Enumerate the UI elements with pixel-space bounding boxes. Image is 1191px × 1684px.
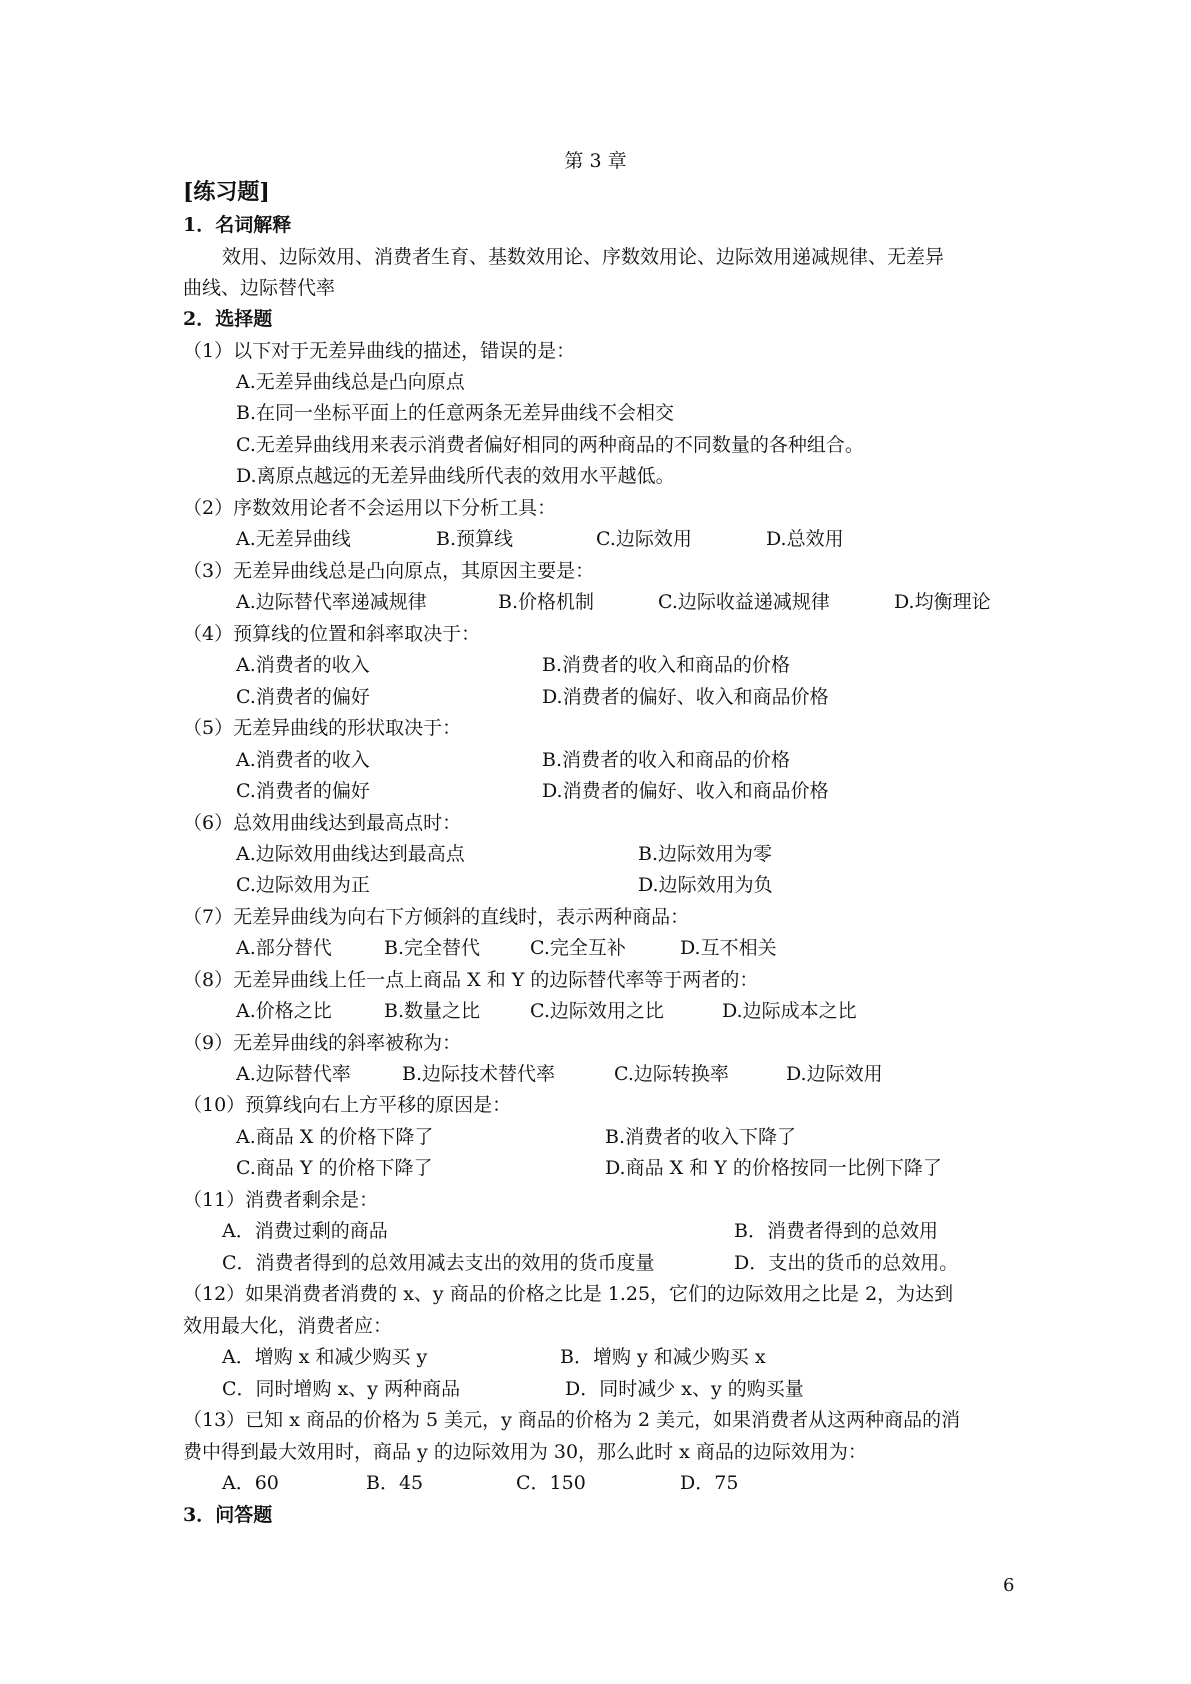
q6-option-b: B.边际效用为零 [638,843,773,865]
q6-option-c: C.边际效用为正 [236,874,370,896]
part3-heading: 3．问答题 [183,1504,273,1526]
q13-option-a: A．60 [222,1472,279,1494]
q5-option-a: A.消费者的收入 [236,749,370,771]
q4-stem: （4）预算线的位置和斜率取决于： [183,623,481,645]
q2-stem: （2）序数效用论者不会运用以下分析工具： [183,497,557,519]
q8-option-c: C.边际效用之比 [530,1000,664,1022]
chapter-title: 第 3 章 [564,150,627,172]
q13-option-b: B．45 [366,1472,424,1494]
q13-stem-line1: （13）已知 x 商品的价格为 5 美元，y 商品的价格为 2 美元，如果消费者从这两种商品的消 [183,1409,961,1431]
q5-option-b: B.消费者的收入和商品的价格 [542,749,791,771]
q11-option-c: C．消费者得到的总效用减去支出的效用的货币度量 [222,1252,655,1274]
part1-heading: 1．名词解释 [183,214,292,236]
q12-stem-line2: 效用最大化，消费者应： [183,1315,393,1337]
q10-stem: （10）预算线向右上方平移的原因是： [183,1094,512,1116]
q6-option-d: D.边际效用为负 [638,874,773,896]
q13-option-d: D．75 [680,1472,739,1494]
q3-option-d: D.均衡理论 [894,591,991,613]
q8-option-a: A.价格之比 [236,1000,332,1022]
q7-option-d: D.互不相关 [680,937,777,959]
q9-option-b: B.边际技术替代率 [402,1063,556,1085]
page-number: 6 [1003,1575,1015,1596]
q7-option-a: A.部分替代 [236,937,332,959]
q3-option-a: A.边际替代率递减规律 [236,591,427,613]
section-title: [练习题] [183,179,270,205]
q1-option-a: A.无差异曲线总是凸向原点 [236,371,465,393]
q8-option-b: B.数量之比 [384,1000,481,1022]
q10-option-c: C.商品 Y 的价格下降了 [236,1157,433,1179]
q8-option-d: D.边际成本之比 [722,1000,857,1022]
part1-text-line2: 曲线、边际替代率 [183,277,336,299]
q10-option-d: D.商品 X 和 Y 的价格按同一比例下降了 [605,1157,942,1179]
q9-option-c: C.边际转换率 [614,1063,729,1085]
q9-stem: （9）无差异曲线的斜率被称为： [183,1032,462,1054]
q1-option-c: C.无差异曲线用来表示消费者偏好相同的两种商品的不同数量的各种组合。 [236,434,864,456]
q12-option-a: A．增购 x 和减少购买 y [222,1346,428,1368]
q9-option-a: A.边际替代率 [236,1063,351,1085]
q10-option-a: A.商品 X 的价格下降了 [236,1126,434,1148]
q12-stem-line1: （12）如果消费者消费的 x、y 商品的价格之比是 1.25，它们的边际效用之比是 2，为达到 [183,1283,954,1305]
q4-option-b: B.消费者的收入和商品的价格 [542,654,791,676]
part1-text-line1: 效用、边际效用、消费者生育、基数效用论、序数效用论、边际效用递减规律、无差异 [222,246,945,268]
q5-option-c: C.消费者的偏好 [236,780,370,802]
q13-stem-line2: 费中得到最大效用时，商品 y 的边际效用为 30，那么此时 x 商品的边际效用为： [183,1441,867,1463]
q3-option-b: B.价格机制 [498,591,595,613]
q5-stem: （5）无差异曲线的形状取决于： [183,717,462,739]
q9-option-d: D.边际效用 [786,1063,883,1085]
q7-option-b: B.完全替代 [384,937,481,959]
q5-option-d: D.消费者的偏好、收入和商品价格 [542,780,829,802]
q1-option-d: D.离原点越远的无差异曲线所代表的效用水平越低。 [236,465,675,487]
q11-option-d: D．支出的货币的总效用。 [734,1252,959,1274]
q2-option-a: A.无差异曲线 [236,528,351,550]
q3-option-c: C.边际收益递减规律 [658,591,830,613]
q2-option-b: B.预算线 [436,528,514,550]
q4-option-c: C.消费者的偏好 [236,686,370,708]
q12-option-c: C．同时增购 x、y 两种商品 [222,1378,461,1400]
q13-option-c: C．150 [516,1472,586,1494]
q11-option-a: A．消费过剩的商品 [222,1220,388,1242]
q12-option-d: D．同时减少 x、y 的购买量 [565,1378,804,1400]
q1-stem: （1）以下对于无差异曲线的描述，错误的是： [183,340,576,362]
q6-stem: （6）总效用曲线达到最高点时： [183,812,462,834]
q7-option-c: C.完全互补 [530,937,626,959]
q7-stem: （7）无差异曲线为向右下方倾斜的直线时，表示两种商品： [183,906,690,928]
q12-option-b: B．增购 y 和减少购买 x [560,1346,766,1368]
q11-stem: （11）消费者剩余是： [183,1189,379,1211]
q4-option-a: A.消费者的收入 [236,654,370,676]
q2-option-c: C.边际效用 [596,528,692,550]
q3-stem: （3）无差异曲线总是凸向原点，其原因主要是： [183,560,595,582]
q4-option-d: D.消费者的偏好、收入和商品价格 [542,686,829,708]
q6-option-a: A.边际效用曲线达到最高点 [236,843,465,865]
q2-option-d: D.总效用 [766,528,844,550]
part2-heading: 2．选择题 [183,308,273,330]
q10-option-b: B.消费者的收入下降了 [605,1126,797,1148]
q1-option-b: B.在同一坐标平面上的任意两条无差异曲线不会相交 [236,402,675,424]
q8-stem: （8）无差异曲线上任一点上商品 X 和 Y 的边际替代率等于两者的： [183,969,759,991]
q11-option-b: B．消费者得到的总效用 [734,1220,938,1242]
